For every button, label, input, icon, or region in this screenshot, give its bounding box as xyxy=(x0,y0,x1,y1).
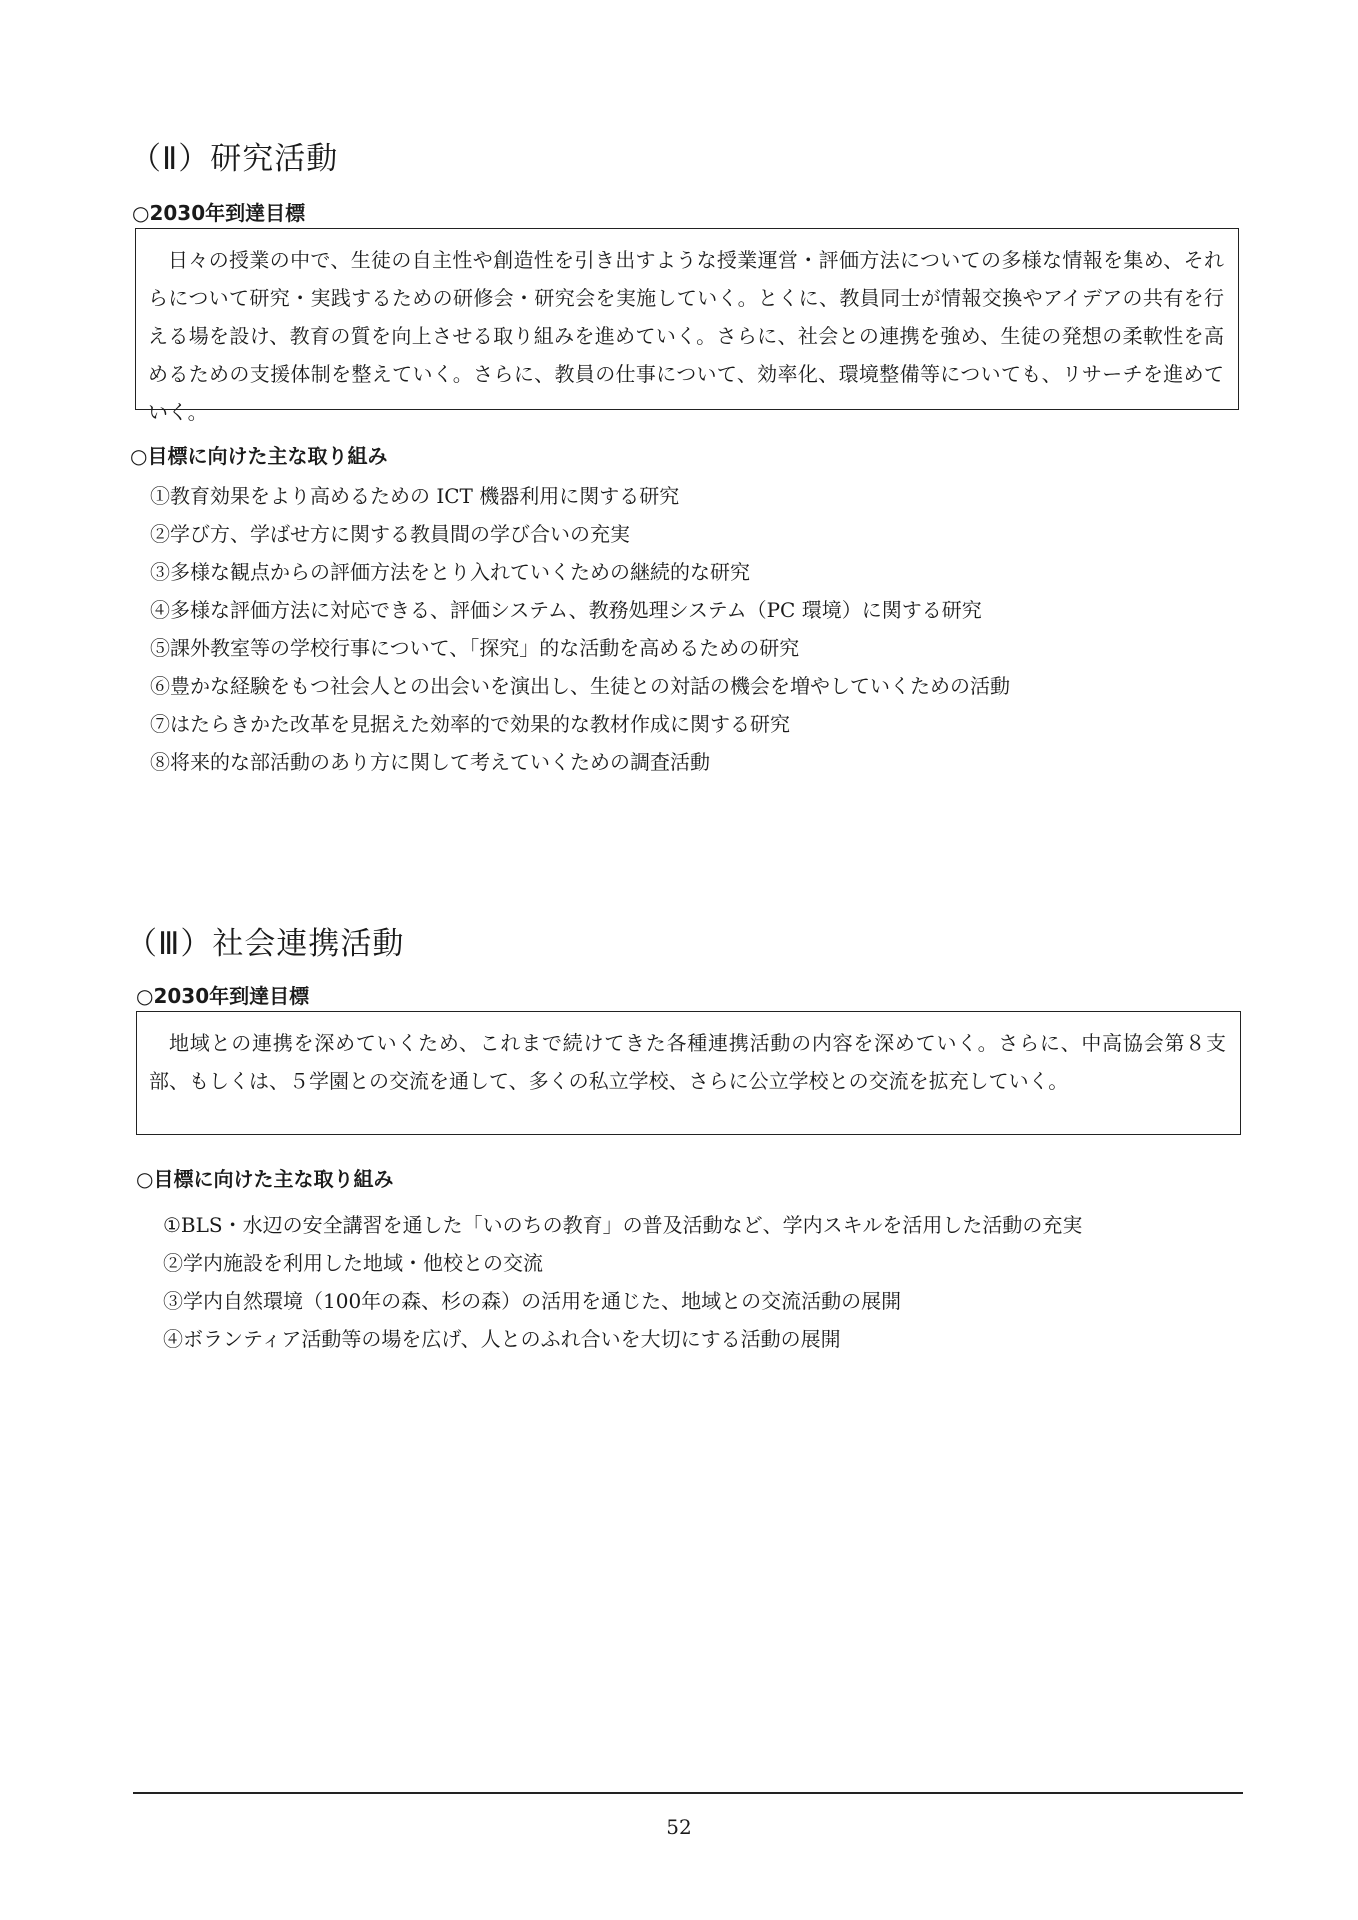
list-item: ①BLS・水辺の安全講習を通した「いのちの教育」の普及活動など、学内スキルを活用した活動の充実 xyxy=(163,1213,1083,1237)
list-item: ③多様な観点からの評価方法をとり入れていくための継続的な研究 xyxy=(150,560,750,584)
footer-divider xyxy=(133,1792,1243,1794)
actions-heading-research: ○目標に向けた主な取り組み xyxy=(130,444,388,468)
list-item: ②学び方、学ばせ方に関する教員間の学び合いの充実 xyxy=(150,522,630,546)
actions-list-research xyxy=(150,477,1010,781)
goal-heading-research: ○2030年到達目標 xyxy=(132,201,306,225)
section-title-research: （Ⅱ）研究活動 xyxy=(130,141,339,177)
list-item: ①教育効果をより高めるための ICT 機器利用に関する研究 xyxy=(150,484,680,508)
list-item: ⑥豊かな経験をもつ社会人との出会いを演出し、生徒との対話の機会を増やしていくための活動 xyxy=(150,674,1010,698)
actions-heading-community: ○目標に向けた主な取り組み xyxy=(136,1167,394,1191)
actions-list-community xyxy=(163,1206,1082,1358)
goal-text-community: 地域との連携を深めていくため、これまで続けてきた各種連携活動の内容を深めていく。さらに、中高協会第８支部、もしくは、５学園との交流を通して、多くの私立学校、さらに公立学校との交流を拡充していく。 xyxy=(149,1031,1226,1093)
list-item: ③学内自然環境（100年の森、杉の森）の活用を通じた、地域との交流活動の展開 xyxy=(163,1289,902,1313)
list-item: ⑧将来的な部活動のあり方に関して考えていくための調査活動 xyxy=(150,750,710,774)
goal-heading-community: ○2030年到達目標 xyxy=(136,984,310,1008)
list-item: ④ボランティア活動等の場を広げ、人とのふれ合いを大切にする活動の展開 xyxy=(163,1327,841,1351)
list-item: ②学内施設を利用した地域・他校との交流 xyxy=(163,1251,543,1275)
list-item: ⑦はたらきかた改革を見据えた効率的で効果的な教材作成に関する研究 xyxy=(150,712,790,736)
goal-box-community xyxy=(136,1011,1241,1135)
list-item: ④多様な評価方法に対応できる、評価システム、教務処理システム（PC 環境）に関する研究 xyxy=(150,598,982,622)
list-item: ⑤課外教室等の学校行事について、「探究」的な活動を高めるための研究 xyxy=(150,636,800,660)
goal-box-research xyxy=(135,228,1239,424)
page-number: 52 xyxy=(666,1815,692,1839)
section-title-community: （Ⅲ）社会連携活動 xyxy=(126,926,405,962)
goal-text-research: 日々の授業の中で、生徒の自主性や創造性を引き出すような授業運営・評価方法についての多様な情報を集め、それらについて研究・実践するための研修会・研究会を実施していく。とくに、教員同士が情報交換やアイデアの共有を行える場を設け、教育の質を向上させる取り組みを進めていく。さらに、社会との連携を強め、生徒の発想の柔軟性を高めるための支援体制を整えていく。さらに、教員の仕事について、効率化、環境整備等についても、リサーチを進めていく。 xyxy=(148,248,1224,424)
